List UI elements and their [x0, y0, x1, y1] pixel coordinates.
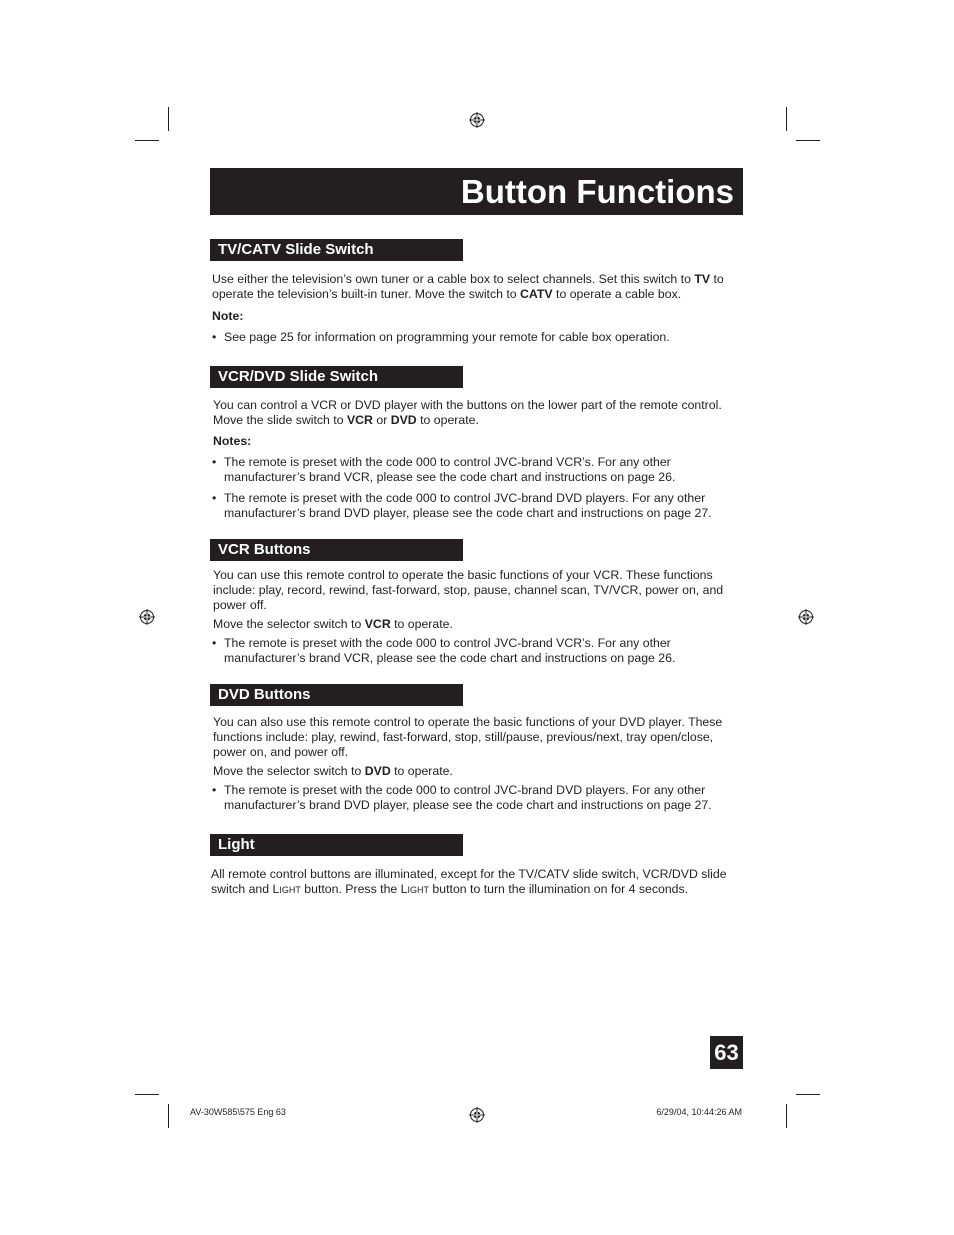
crop-mark: [796, 1094, 820, 1095]
list-item-text: The remote is preset with the code 000 to control JVC-brand DVD players. For any other manufacturer’s brand DVD player, please see the code chart and instructions on page 27.: [224, 783, 712, 812]
page-number: 63: [710, 1036, 743, 1069]
tvcatv-body: Use either the television’s own tuner or a cable box to select channels. Set this switch to TV to operate the television’s built-in tuner. Move the switch to CATV to operate a cable box.: [212, 272, 724, 301]
vcr-selector-text: Move the selector switch to VCR to operate.: [213, 617, 453, 631]
section-heading-light: [210, 834, 463, 856]
section-heading-label: VCR/DVD Slide Switch: [218, 368, 379, 385]
registration-mark-icon: [469, 1107, 485, 1123]
vcrdvd-body: You can control a VCR or DVD player with the buttons on the lower part of the remote control. Move the slide switch to VCR or DVD to operate.: [213, 398, 722, 427]
list-item-text: The remote is preset with the code 000 to control JVC-brand DVD players. For any other manufacturer’s brand DVD player, please see the code chart and instructions on page 27.: [224, 491, 712, 520]
section-heading-dvd-buttons: [210, 684, 463, 706]
list-item-text: The remote is preset with the code 000 to control JVC-brand VCR’s. For any other manufacturer’s brand VCR, please see the code chart and instructions on page 26.: [224, 636, 676, 665]
section-heading-label: DVD Buttons: [218, 686, 311, 703]
crop-mark: [786, 107, 787, 131]
crop-mark: [135, 1094, 159, 1095]
list-item: • See page 25 for information on programming your remote for cable box operation.: [212, 330, 747, 345]
list-item-text: See page 25 for information on programming your remote for cable box operation.: [224, 330, 670, 344]
crop-mark: [786, 1104, 787, 1128]
vcr-buttons-body: You can use this remote control to operate the basic functions of your VCR. These functions include: play, record, rewind, fast-forward, stop, pause, channel scan, TV/VCR, power on, and power off.: [213, 568, 724, 612]
crop-mark: [135, 140, 159, 141]
crop-mark: [168, 1104, 169, 1128]
vcrdvd-note-label: Notes:: [213, 434, 252, 448]
footer-file-info: AV-30W585\575 Eng 63: [190, 1107, 286, 1117]
dvd-buttons-body: You can also use this remote control to operate the basic functions of your DVD player. These functions include: play, rewind, fast-forward, stop, still/pause, previous/next, tray open/close, power on, and power off.: [213, 715, 723, 759]
section-heading-tvcatv: [210, 239, 463, 261]
crop-mark: [796, 140, 820, 141]
list-item: • The remote is preset with the code 000 to control JVC-brand VCR’s. For any other manufacturer’s brand VCR, please see the code chart and instructions on page 26.: [212, 455, 747, 485]
dvd-selector-text: Move the selector switch to DVD to operate.: [213, 764, 453, 778]
section-heading-label: VCR Buttons: [218, 541, 311, 558]
list-item: • The remote is preset with the code 000 to control JVC-brand DVD players. For any other manufacturer’s brand DVD player, please see the code chart and instructions on page 27.: [212, 783, 747, 813]
list-item: • The remote is preset with the code 000 to control JVC-brand VCR’s. For any other manufacturer’s brand VCR, please see the code chart and instructions on page 26.: [212, 636, 747, 666]
section-heading-label: TV/CATV Slide Switch: [218, 241, 374, 258]
crop-mark: [168, 107, 169, 131]
light-body: All remote control buttons are illuminated, except for the TV/CATV slide switch, VCR/DVD slide switch and Light button. Press the Light button to turn the illumination on for 4 seconds.: [211, 867, 727, 896]
registration-mark-icon: [798, 609, 814, 625]
footer-timestamp: 6/29/04, 10:44:26 AM: [656, 1107, 742, 1117]
registration-mark-icon: [139, 609, 155, 625]
section-heading-label: Light: [218, 836, 255, 853]
section-heading-vcr-buttons: [210, 539, 463, 561]
list-item: • The remote is preset with the code 000 to control JVC-brand DVD players. For any other manufacturer’s brand DVD player, please see the code chart and instructions on page 27.: [212, 491, 747, 521]
tvcatv-note-label: Note:: [212, 309, 244, 323]
section-heading-vcrdvd: [210, 366, 463, 388]
page-title: Button Functions: [460, 173, 734, 210]
list-item-text: The remote is preset with the code 000 to control JVC-brand VCR’s. For any other manufacturer’s brand VCR, please see the code chart and instructions on page 26.: [224, 455, 676, 484]
page-title-bar: [210, 168, 743, 215]
registration-mark-icon: [469, 112, 485, 128]
